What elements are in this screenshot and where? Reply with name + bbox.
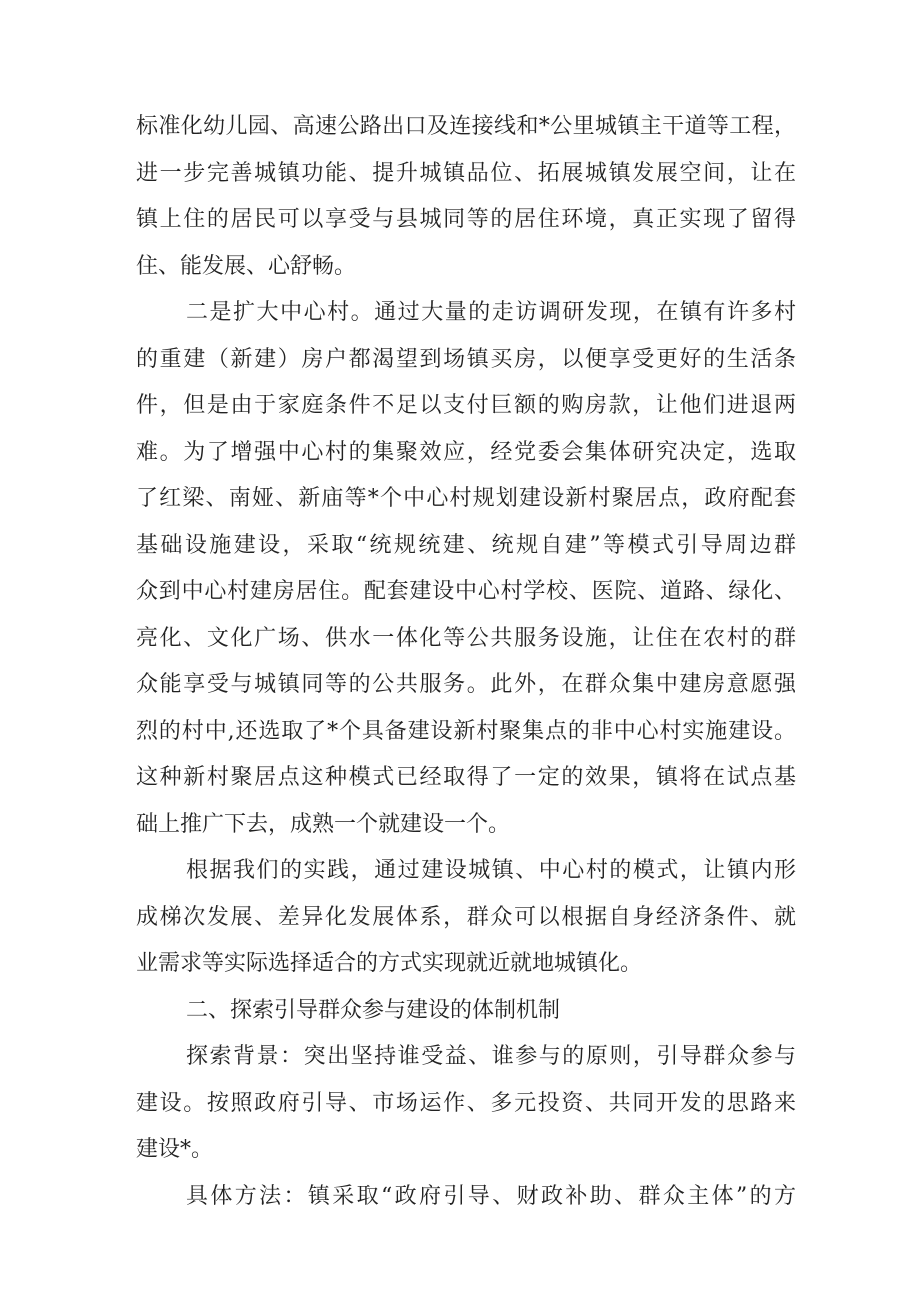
text-line: 建设。按照政府引导、市场运作、多元投资、共同开发的思路来	[136, 1090, 796, 1116]
text-line: 烈的村中,还选取了*个具备建设新村聚集点的非中心村实施建设。	[136, 718, 796, 744]
text-line: 住、能发展、心舒畅。	[136, 253, 357, 279]
text-line: 二、探索引导群众参与建设的体制机制	[186, 997, 561, 1023]
text-line: 难。为了增强中心村的集聚效应，经党委会集体研究决定，选取	[136, 439, 796, 465]
text-line: 探索背景：突出坚持谁受益、谁参与的原则，引导群众参与	[186, 1044, 796, 1069]
text-line: 众到中心村建房居住。配套建设中心村学校、医院、道路、绿化、	[136, 579, 796, 604]
text-line: 业需求等实际选择适合的方式实现就近就地城镇化。	[136, 951, 643, 976]
text-line: 这种新村聚居点这种模式已经取得了一定的效果，镇将在试点基	[136, 765, 796, 790]
text-line: 件，但是由于家庭条件不足以支付巨额的购房款，让他们进退两	[136, 393, 796, 418]
text-line: 的重建（新建）房户都渴望到场镇买房，以便享受更好的生活条	[136, 346, 796, 372]
text-line: 亮化、文化广场、供水一体化等公共服务设施，让住在农村的群	[136, 625, 796, 651]
text-line: 础上推广下去，成熟一个就建设一个。	[136, 811, 511, 837]
text-line: 镇上住的居民可以享受与县城同等的居住环境，真正实现了留得	[136, 207, 796, 232]
document-body	[136, 104, 796, 1220]
text-line: 基础设施建设，采取“统规统建、统规自建”等模式引导周边群	[136, 532, 796, 558]
text-line: 进一步完善城镇功能、提升城镇品位、拓展城镇发展空间，让在	[136, 160, 796, 186]
text-line: 根据我们的实践，通过建设城镇、中心村的模式，让镇内形	[186, 858, 796, 883]
text-line: 了红梁、南娅、新庙等*个中心村规划建设新村聚居点，政府配套	[136, 486, 796, 511]
text-line: 二是扩大中心村。通过大量的走访调研发现，在镇有许多村	[186, 300, 796, 325]
text-line: 具体方法：镇采取“政府引导、财政补助、群众主体”的方	[186, 1183, 796, 1209]
text-line: 成梯次发展、差异化发展体系，群众可以根据自身经济条件、就	[136, 904, 796, 930]
text-line: 众能享受与城镇同等的公共服务。此外，在群众集中建房意愿强	[136, 672, 796, 697]
text-line: 标准化幼儿园、高速公路出口及连接线和*公里城镇主干道等工程，	[136, 114, 796, 139]
text-line: 建设*。	[136, 1137, 214, 1162]
